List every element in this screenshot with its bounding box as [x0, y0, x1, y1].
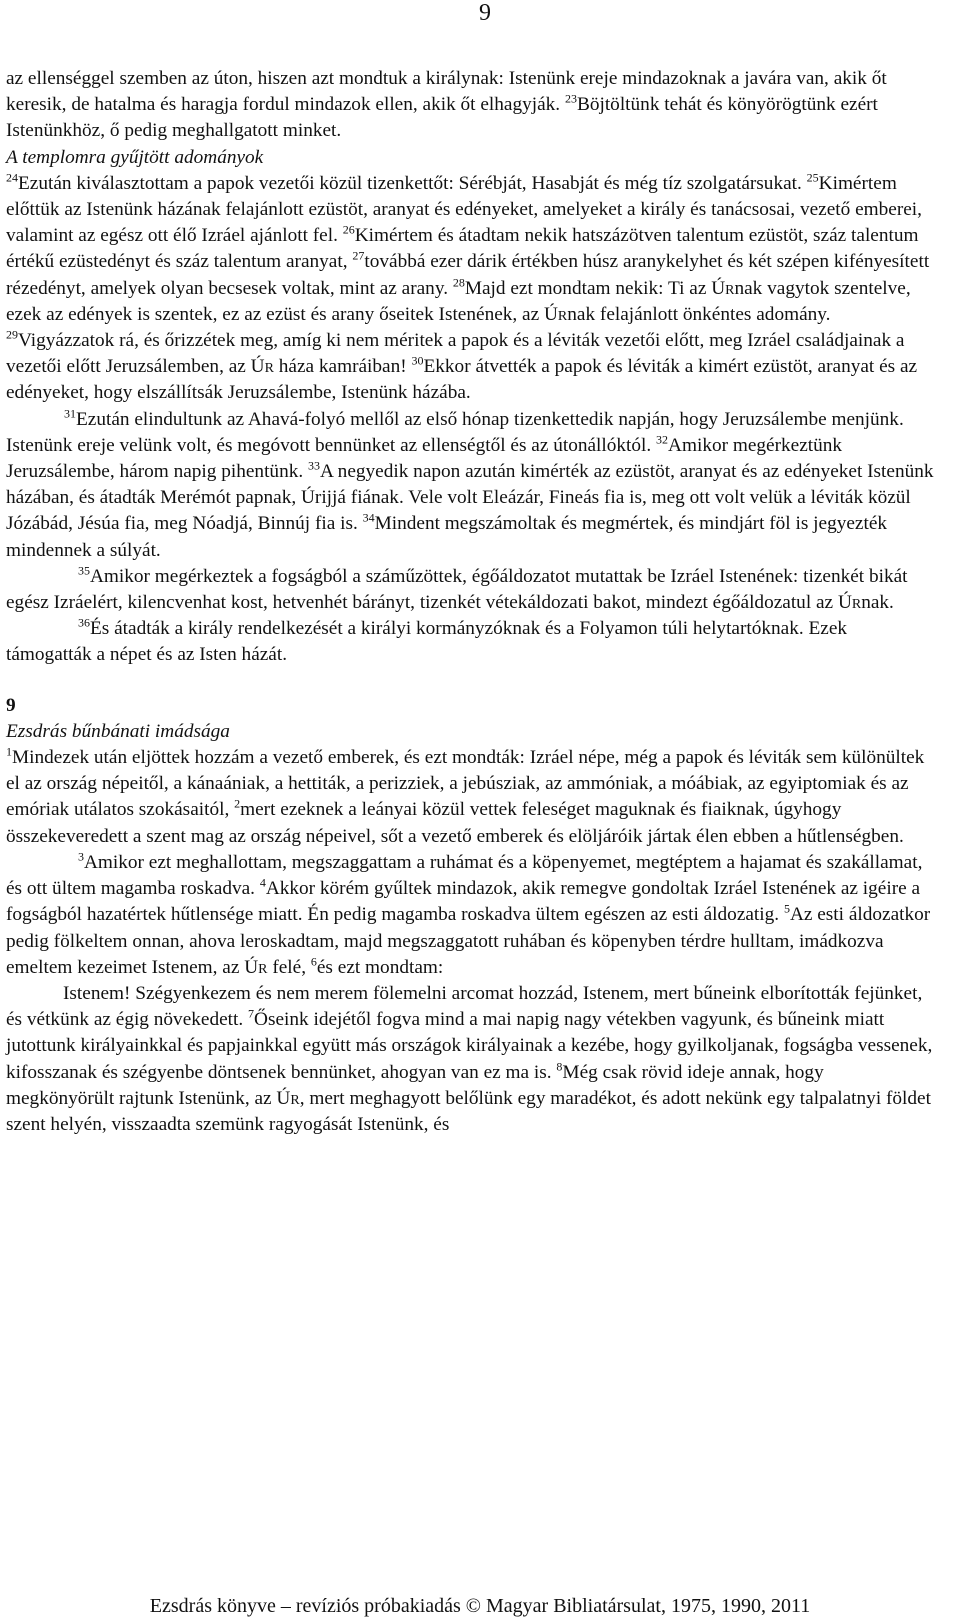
- verse-number: 34: [362, 511, 375, 526]
- text: az ellenséggel szemben az úton, hiszen azt mondtuk a királynak: Istenünk ereje mindazoknak a javára van, akik őt keresik, de hatalma és haragja fordul mindazok ellen, akik őt elhagyják.: [6, 68, 887, 116]
- paragraph: [6, 66, 936, 145]
- text: Kimértem előttük az Istenünk házának felajánlott ezüstöt, aranyat és edényeket, amelyeket a király és tanácsosai, vezető emberei, valamint az egész ott élő Izráel ajánlott fel.: [6, 172, 922, 247]
- text: , mert meghagyott belőlünk egy maradékot, és adott nekünk egy talpalatnyi földet szent helyén, visszaadta szemünk ragyogását Istenünk, és: [6, 1087, 931, 1135]
- lord-name: Úr: [543, 303, 568, 325]
- verse-number: 27: [352, 249, 365, 263]
- verse-number: 8: [556, 1059, 563, 1074]
- paragraph: [6, 981, 936, 1138]
- text: nak felajánlott önkéntes adomány.: [567, 303, 831, 325]
- text: Mindezek után eljöttek hozzám a vezető emberek, és ezt mondták: Izráel népe, még a papok és léviták sem különültek el az ország népeitől, a kánaániak, a hettiták, a perizziek, a jebúsziak, az ammóniak, a móábiak, az egyiptomiak és az emóriak utálatos szokásaitól,: [6, 747, 925, 821]
- paragraph: [6, 407, 936, 564]
- text: Ekkor átvették a papok és léviták a kimért ezüstöt, aranyat és az edényeket, hogy elszállítsák Jeruzsálembe, Istenünk házába.: [6, 356, 918, 404]
- text: mert ezeknek a leányai közül vettek feleséget maguknak és fiaiknak, úgyhogy összekeveredett a szent mag az ország népeivel, sőt a vezető emberek és elöljáróik jártak élen ebben a hűtlenségben.: [6, 799, 904, 847]
- verse-number: 36: [78, 615, 90, 630]
- text: Istenem! Szégyenkezem és nem merem fölemelni arcomat hozzád, Istenem, mert bűneink elborították fejünket, és vétkünk az égig növekedett.: [6, 982, 923, 1031]
- verse-number: 6: [310, 954, 317, 969]
- paragraph: [6, 850, 936, 981]
- lord-name: Úr: [250, 356, 274, 378]
- verse-number: 4: [259, 875, 266, 890]
- lord-name: Úr: [711, 277, 735, 299]
- verse-number: 1: [6, 744, 12, 759]
- verse-number: 3: [78, 849, 84, 864]
- verse-number: 5: [783, 901, 790, 916]
- text: felé,: [267, 956, 307, 978]
- chapter-number: 9: [6, 694, 16, 716]
- text: Majd ezt mondtam nekik: Ti az: [464, 277, 712, 299]
- verse-number: 28: [452, 275, 465, 290]
- text: Amikor ezt meghallottam, megszaggattam a ruhámat és a köpenyemet, megtéptem a hajamat és szakállamat, és ott ültem magamba roskadva.: [6, 851, 923, 900]
- text: háza kamráiban!: [273, 356, 407, 378]
- verse-number: 7: [248, 1006, 255, 1021]
- text: Mindent megszámoltak és megmértek, és mindjárt föl is jegyezték mindennek a súlyát.: [6, 513, 888, 561]
- text: És átadták a király rendelkezését a királyi kormányzóknak és a Folyamon túli helytartóknak. Ezek támogatták a népet és az Isten házát.: [6, 618, 848, 666]
- text: Ezután elindultunk az Ahavá-folyó mellől az első hónap tizenkettedik napján, hogy Jeruzsálembe menjünk. Istenünk ereje velünk volt, és megóvott bennünket az ellenségtől és az útonállóktól.: [6, 408, 904, 456]
- lord-name: Úr: [276, 1087, 300, 1109]
- lord-name: Úr: [244, 956, 268, 978]
- text: Kimértem és átadtam nekik hatszázötven talentum ezüstöt, száz talentum értékű ezüstedényt és száz talentum aranyat,: [6, 225, 919, 273]
- verse-number: 33: [308, 458, 320, 473]
- paragraph: [6, 564, 936, 616]
- verse-number: 32: [656, 432, 669, 447]
- verse-number: 29: [6, 327, 18, 342]
- section-heading: A templomra gyűjtött adományok: [6, 146, 264, 168]
- verse-number: 23: [564, 91, 577, 106]
- paragraph: [6, 616, 936, 668]
- verse-number: 25: [806, 170, 819, 185]
- verse-number: 35: [78, 563, 90, 578]
- text: Még csak rövid ideje annak, hogy megkönyörült rajtunk Istenünk, az: [6, 1061, 824, 1109]
- paragraph: [6, 171, 936, 407]
- lord-name: Úr: [837, 592, 862, 614]
- page-footer: Ezsdrás könyve – revíziós próbakiadás © Magyar Bibliatársulat, 1975, 1990, 2011: [149, 1595, 811, 1617]
- text: Vigyázzatok rá, és őrizzétek meg, amíg ki nem méritek a papok és a léviták vezetői előtt, meg Izráel családjainak a vezetői előtt Jeruzsálemben, az: [6, 330, 905, 378]
- text: és ezt mondtam:: [316, 956, 444, 978]
- text: nak vagytok szentelve, ezek az edények is szentek, ez az ezüst és arany őseitek Istenének, az: [6, 277, 911, 325]
- text: Az esti áldozatkor pedig fölkeltem onnan, ahova leroskadtam, majd megszaggatott ruhában és köpenyben térdre hulltam, imádkozva emeltem kezeimet Istenem, az: [6, 904, 931, 978]
- section-heading: Ezsdrás bűnbánati imádsága: [6, 720, 230, 742]
- text: Böjtöltünk tehát és könyörögtünk ezért Istenünkhöz, ő pedig meghallgatott minket.: [6, 94, 878, 142]
- paragraph: [6, 745, 936, 850]
- text: Őseink idejétől fogva mind a mai napig nagy vétekben vagyunk, és bűneink miatt jutottunk királyainkkal és papjainkkal együtt más országok királyainak a kezébe, hogy gyilkoljanak, fogságba vessenek, kifosszanak és szégyenbe döntsenek bennünket, ahogyan van ez ma is.: [6, 1009, 933, 1083]
- verse-number: 31: [64, 406, 76, 421]
- verse-number: 24: [6, 170, 18, 185]
- page-number: 9: [479, 0, 491, 26]
- text: A negyedik napon azután kimérték az ezüstöt, aranyat és az edényeket Istenünk házában, és átadták Merémót papnak, Úrijjá fiának. Vele volt Eleázár, Fineás fia is, meg ott volt velük a léviták közül Józábád, Jésúa fia, meg Nóadjá, Binnúj fia is.: [6, 461, 934, 535]
- page-content: [6, 66, 936, 1138]
- text: Akkor körém gyűltek mindazok, akik remegve gondoltak Izráel Istenének az igéire a fogságból hazatértek hűtlensége miatt. Én pedig magamba roskadva ültem egészen az esti áldozatig.: [6, 878, 921, 926]
- text: Amikor megérkeztek a fogságból a száműzöttek, égőáldozatot mutattak be Izráel Istenének: tizenkét bikát egész Izráelért, kilencvenhat kost, hetvenhét bárányt, tizenkét vétekáldozati bakot, mindezt égőáldozatul az: [6, 565, 908, 614]
- verse-number: 30: [411, 353, 424, 368]
- text: Amikor megérkeztünk Jeruzsálembe, három napig pihentünk.: [6, 434, 843, 483]
- verse-number: 26: [342, 222, 355, 237]
- text: Ezután kiválasztottam a papok vezetői közül tizenkettőt: Sérébját, Hasabját és még tíz szolgatársukat.: [18, 172, 802, 194]
- text: nak.: [861, 592, 894, 614]
- verse-number: 2: [234, 797, 241, 812]
- text: továbbá ezer dárik értékben húsz aranykelyhet és két szépen kifényesített rézedényt, amelyek olyan becsesek voltak, mint az arany.: [6, 251, 930, 299]
